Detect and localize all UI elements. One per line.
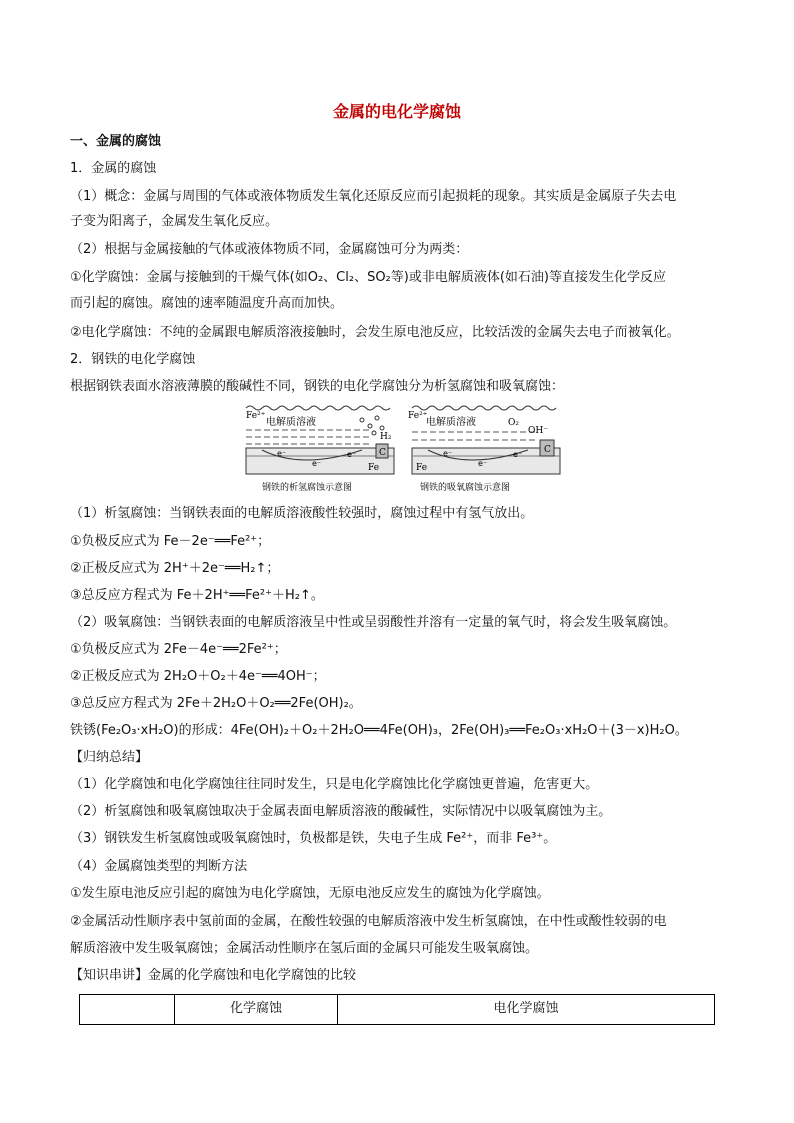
paragraph-line: 根据钢铁表面水溶液薄膜的酸碱性不同，钢铁的电化学腐蚀分为析氢腐蚀和吸氧腐蚀： [70,379,565,394]
comparison-table [79,994,715,1025]
summary-heading: 【归纳总结】 [70,750,149,765]
paragraph-line: （1）析氢腐蚀：当钢铁表面的电解质溶液酸性较强时，腐蚀过程中有氢气放出。 [70,506,534,521]
subheading: 1．金属的腐蚀 [70,161,157,176]
electron-label: e⁻ [513,450,523,459]
section-heading: 一、金属的腐蚀 [70,134,162,149]
fe-ion-label: Fe²⁺ [408,411,428,421]
paragraph-line: （3）钢铁发生析氢腐蚀或吸氧腐蚀时，负极都是铁，失电子生成 Fe²⁺，而非 Fe³⁺。 [70,831,557,846]
paragraph-line: ①化学腐蚀：金属与接触到的干燥气体(如O₂、Cl₂、SO₂等)或非电解质液体(如石油)等直接发生化学反应 [70,270,666,285]
equation-line: ②正极反应式为 2H₂O＋O₂＋4e⁻══4OH⁻； [70,669,326,684]
equation-line: ②正极反应式为 2H⁺＋2e⁻══H₂↑； [70,561,280,576]
paragraph-line: 解质溶液中发生吸氧腐蚀；金属活动性顺序在氢后面的金属只可能发生吸氧腐蚀。 [70,941,539,956]
electron-label: e⁻ [347,450,357,459]
equation-line: ①负极反应式为 Fe－2e⁻══Fe²⁺； [70,534,271,549]
hydrogen-evolution-diagram [246,406,394,493]
subheading: 2．钢铁的电化学腐蚀 [70,352,196,367]
carbon-label: C [379,448,386,458]
equation-line: ①负极反应式为 2Fe－4e⁻══2Fe²⁺； [70,642,287,657]
oxygen-absorption-diagram [408,406,560,493]
h2-label: H₂ [380,432,392,442]
carbon-label: C [544,445,551,455]
paragraph-line: （2）吸氧腐蚀：当钢铁表面的电解质溶液呈中性或呈弱酸性并溶有一定量的氧气时，将会发生吸氧腐蚀。 [70,615,677,630]
diagram-caption: 钢铁的析氢腐蚀示意图 [262,483,353,493]
solution-label: 电解质溶液 [266,417,316,428]
o2-label: O₂ [508,418,519,428]
electron-label: e⁻ [277,449,287,458]
paragraph-line: ②电化学腐蚀：不纯的金属跟电解质溶液接触时，会发生原电池反应，比较活泼的金属失去电子而被氧化。 [70,325,680,340]
page-title: 金属的电化学腐蚀 [332,102,461,121]
paragraph-line: 子变为阳离子，金属发生氧化反应。 [70,214,279,229]
knowledge-heading: 【知识串讲】金属的化学腐蚀和电化学腐蚀的比较 [70,968,357,983]
equation-line: ③总反应方程式为 2Fe＋2H₂O＋O₂══2Fe(OH)₂。 [70,696,362,711]
oh-label: OH⁻ [528,426,548,436]
table-row [80,995,715,1025]
corrosion-diagram [242,400,564,496]
electron-label: e⁻ [478,459,488,468]
electron-label: e⁻ [443,449,453,458]
fe-label: Fe [416,463,428,473]
paragraph-line: （2）析氢腐蚀和吸氧腐蚀取决于金属表面电解质溶液的酸碱性，实际情况中以吸氧腐蚀为主。 [70,804,612,819]
equation-line: 铁锈(Fe₂O₃·xH₂O)的形成：4Fe(OH)₂＋O₂＋2H₂O══4Fe(OH)₃，2Fe(OH)₃══Fe₂O₃·xH₂O＋(3－x)H₂O。 [70,723,688,738]
equation-line: ③总反应方程式为 Fe＋2H⁺══Fe²⁺＋H₂↑。 [70,588,324,603]
fe-label: Fe [368,463,380,473]
electron-label: e⁻ [312,459,322,468]
fe-ion-label: Fe²⁺ [246,411,266,421]
table-header-cell: 化学腐蚀 [175,995,338,1025]
paragraph-line: （2）根据与金属接触的气体或液体物质不同，金属腐蚀可分为两类： [70,242,469,257]
solution-label: 电解质溶液 [426,417,476,428]
table-header-cell [80,995,175,1025]
table-header-cell: 电化学腐蚀 [338,995,715,1025]
paragraph-line: 而引起的腐蚀。腐蚀的速率随温度升高而加快。 [70,296,344,311]
paragraph-line: ①发生原电池反应引起的腐蚀为电化学腐蚀，无原电池反应发生的腐蚀为化学腐蚀。 [70,886,550,901]
paragraph-line: （1）化学腐蚀和电化学腐蚀往往同时发生，只是电化学腐蚀比化学腐蚀更普遍，危害更大。 [70,777,599,792]
diagram-caption: 钢铁的吸氧腐蚀示意图 [420,483,511,493]
paragraph-line: ②金属活动性顺序表中氢前面的金属，在酸性较强的电解质溶液中发生析氢腐蚀，在中性或酸性较弱的电 [70,914,667,929]
paragraph-line: （4）金属腐蚀类型的判断方法 [70,859,248,874]
paragraph-line: （1）概念：金属与周围的气体或液体物质发生氧化还原反应而引起损耗的现象。其实质是金属原子失去电 [70,189,677,204]
